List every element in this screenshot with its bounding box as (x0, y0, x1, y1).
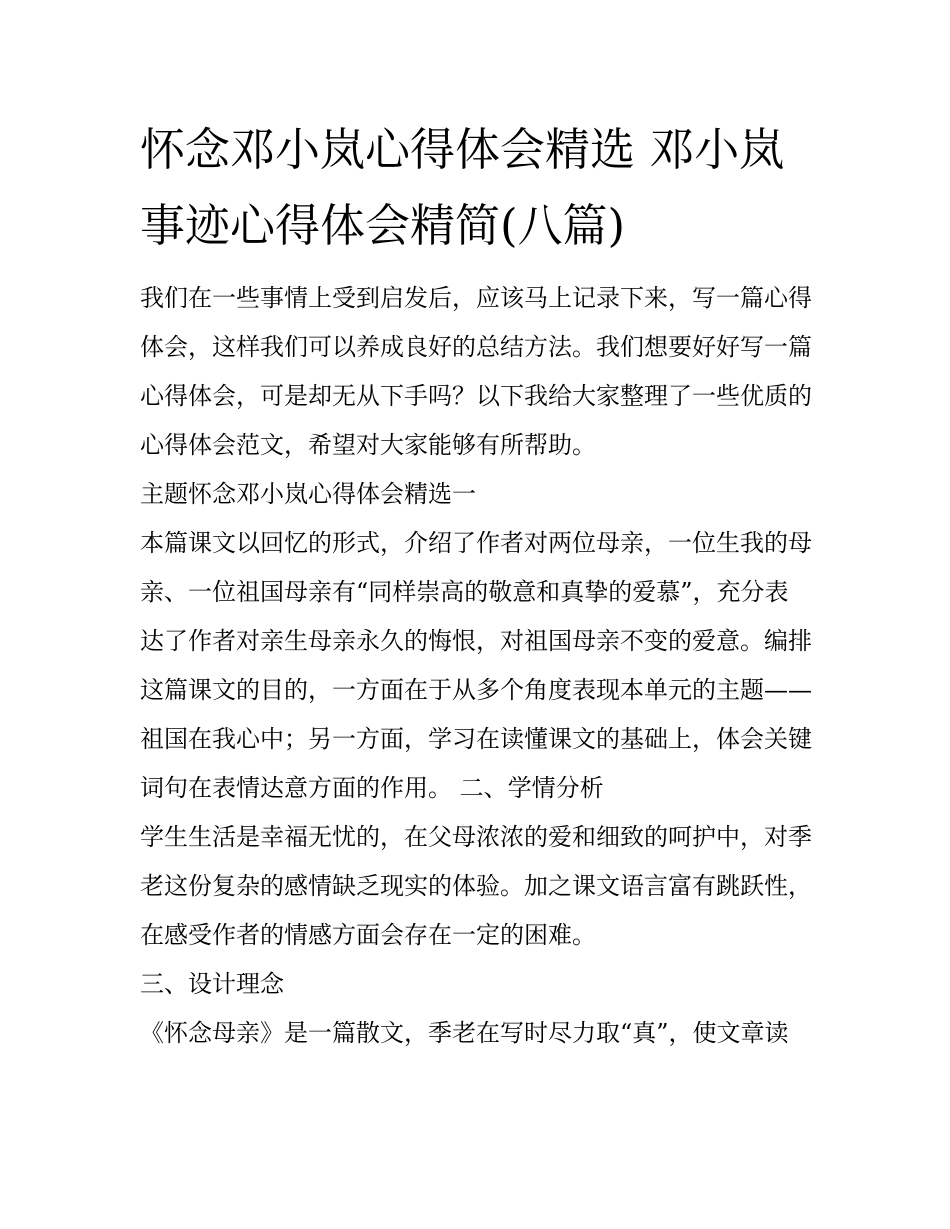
intro-paragraph: 我们在一些事情上受到启发后，应该马上记录下来，写一篇心得体会，这样我们可以养成良好的总结方法。我们想要好好写一篇心得体会，可是却无从下手吗？以下我给大家整理了一些优质的心得体会范文，希望对大家能够有所帮助。 (140, 284, 812, 459)
section-heading-three: 三、设计理念 (140, 970, 284, 998)
body-paragraph: 本篇课文以回忆的形式，介绍了作者对两位母亲，一位生我的母亲、一位祖国母亲有“同样崇高的敬意和真挚的爱慕”，充分表达了作者对亲生母亲永久的悔恨，对祖国母亲不变的爱意。编排这篇课文的目的，一方面在于从多个角度表现本单元的主题——祖国在我心中；另一方面，学习在读懂课文的基础上，体会关键词句在表情达意方面的作用。 二、学情分析 (140, 529, 812, 802)
document-title: 怀念邓小岚心得体会精选 邓小岚事迹心得体会精简(八篇) (140, 123, 785, 252)
section-heading-one: 主题怀念邓小岚心得体会精选一 (140, 480, 476, 508)
body-paragraph: 学生生活是幸福无忧的，在父母浓浓的爱和细致的呵护中，对季老这份复杂的感情缺乏现实的体验。加之课文语言富有跳跃性，在感受作者的情感方面会存在一定的困难。 (140, 823, 812, 949)
body-paragraph: 《怀念母亲》是一篇散文，季老在写时尽力取“真”，使文章读 (140, 1019, 789, 1047)
document-body (140, 112, 812, 1058)
